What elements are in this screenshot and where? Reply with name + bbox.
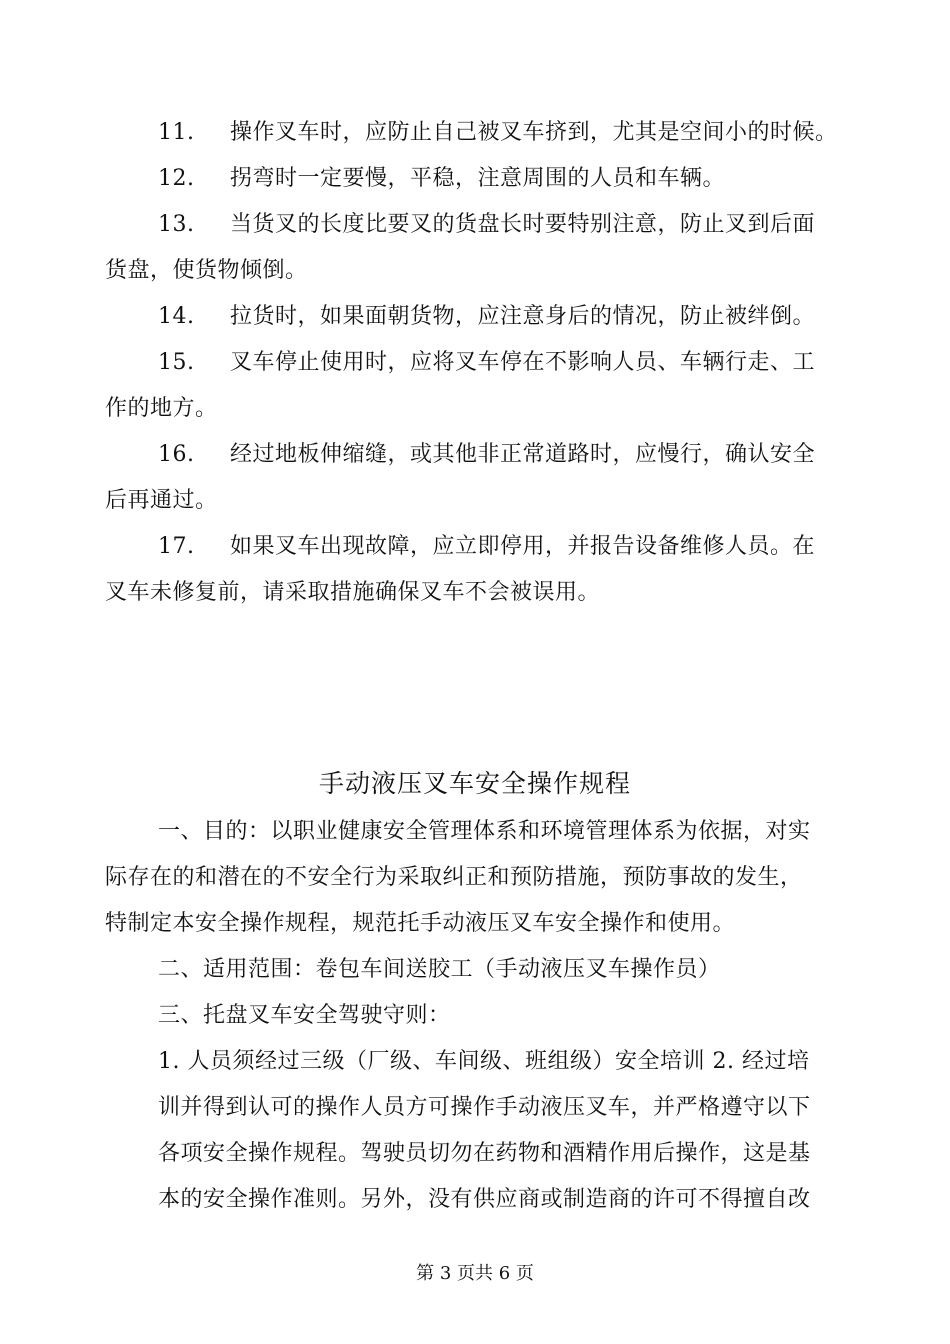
list-item-text: 叉车停止使用时，应将叉车停在不影响人员、车辆行走、工 (230, 350, 816, 375)
rules-heading: 三、托盘叉车安全驾驶守则： (158, 1003, 451, 1028)
list-item-text: 如果叉车出现故障，应立即停用，并报告设备维修人员。在 (230, 534, 816, 559)
purpose-paragraph-line-1: 一、目的：以职业健康安全管理体系和环境管理体系为依据，对实 (158, 819, 811, 844)
list-item-15 (158, 348, 815, 378)
list-item-13-continuation: 货盘，使货物倾倒。 (105, 258, 308, 283)
purpose-paragraph-line-3: 特制定本安全操作规程，规范托手动液压叉车安全操作和使用。 (105, 911, 736, 936)
rule-1-line-1: 1. 人员须经过三级（厂级、车间级、班组级）安全培训 2. 经过培 (158, 1049, 810, 1074)
list-item-number: 14. (158, 304, 195, 329)
list-item-text: 经过地板伸缩缝，或其他非正常道路时，应慢行，确认安全 (230, 442, 816, 467)
list-item-15-continuation: 作的地方。 (105, 396, 218, 421)
purpose-paragraph-line-2: 际存在的和潜在的不安全行为采取纠正和预防措施，预防事故的发生， (105, 865, 803, 890)
rule-1-line-4: 本的安全操作准则。另外，没有供应商或制造商的许可不得擅自改 (158, 1187, 811, 1212)
list-item-number: 17. (158, 534, 195, 559)
rule-1-line-3: 各项安全操作规程。驾驶员切勿在药物和酒精作用后操作，这是基 (158, 1141, 811, 1166)
rule-1-line-2: 训并得到认可的操作人员方可操作手动液压叉车，并严格遵守以下 (158, 1095, 811, 1120)
list-item-12 (158, 164, 725, 194)
list-item-number: 11. (158, 120, 195, 145)
list-item-14 (158, 302, 815, 332)
list-item-number: 16. (158, 442, 195, 467)
scope-paragraph: 二、适用范围：卷包车间送胶工（手动液压叉车操作员） (158, 957, 721, 982)
list-item-16-continuation: 后再通过。 (105, 488, 218, 513)
list-item-16 (158, 440, 815, 470)
list-item-number: 13. (158, 212, 195, 237)
list-item-number: 12. (158, 166, 195, 191)
page-footer: 第 3 页共 6 页 (416, 1263, 534, 1284)
list-item-text: 操作叉车时，应防止自己被叉车挤到，尤其是空间小的时候。 (230, 120, 838, 145)
list-item-13 (158, 210, 815, 240)
list-item-number: 15. (158, 350, 195, 375)
list-item-text: 拉货时，如果面朝货物，应注意身后的情况，防止被绊倒。 (230, 304, 816, 329)
list-item-17 (158, 532, 815, 562)
list-item-text: 当货叉的长度比要叉的货盘长时要特别注意，防止叉到后面 (230, 212, 816, 237)
list-item-text: 拐弯时一定要慢，平稳，注意周围的人员和车辆。 (230, 166, 726, 191)
list-item-11 (158, 118, 838, 148)
list-item-17-continuation: 叉车未修复前，请采取措施确保叉车不会被误用。 (105, 580, 601, 605)
section-title: 手动液压叉车安全操作规程 (318, 769, 631, 798)
